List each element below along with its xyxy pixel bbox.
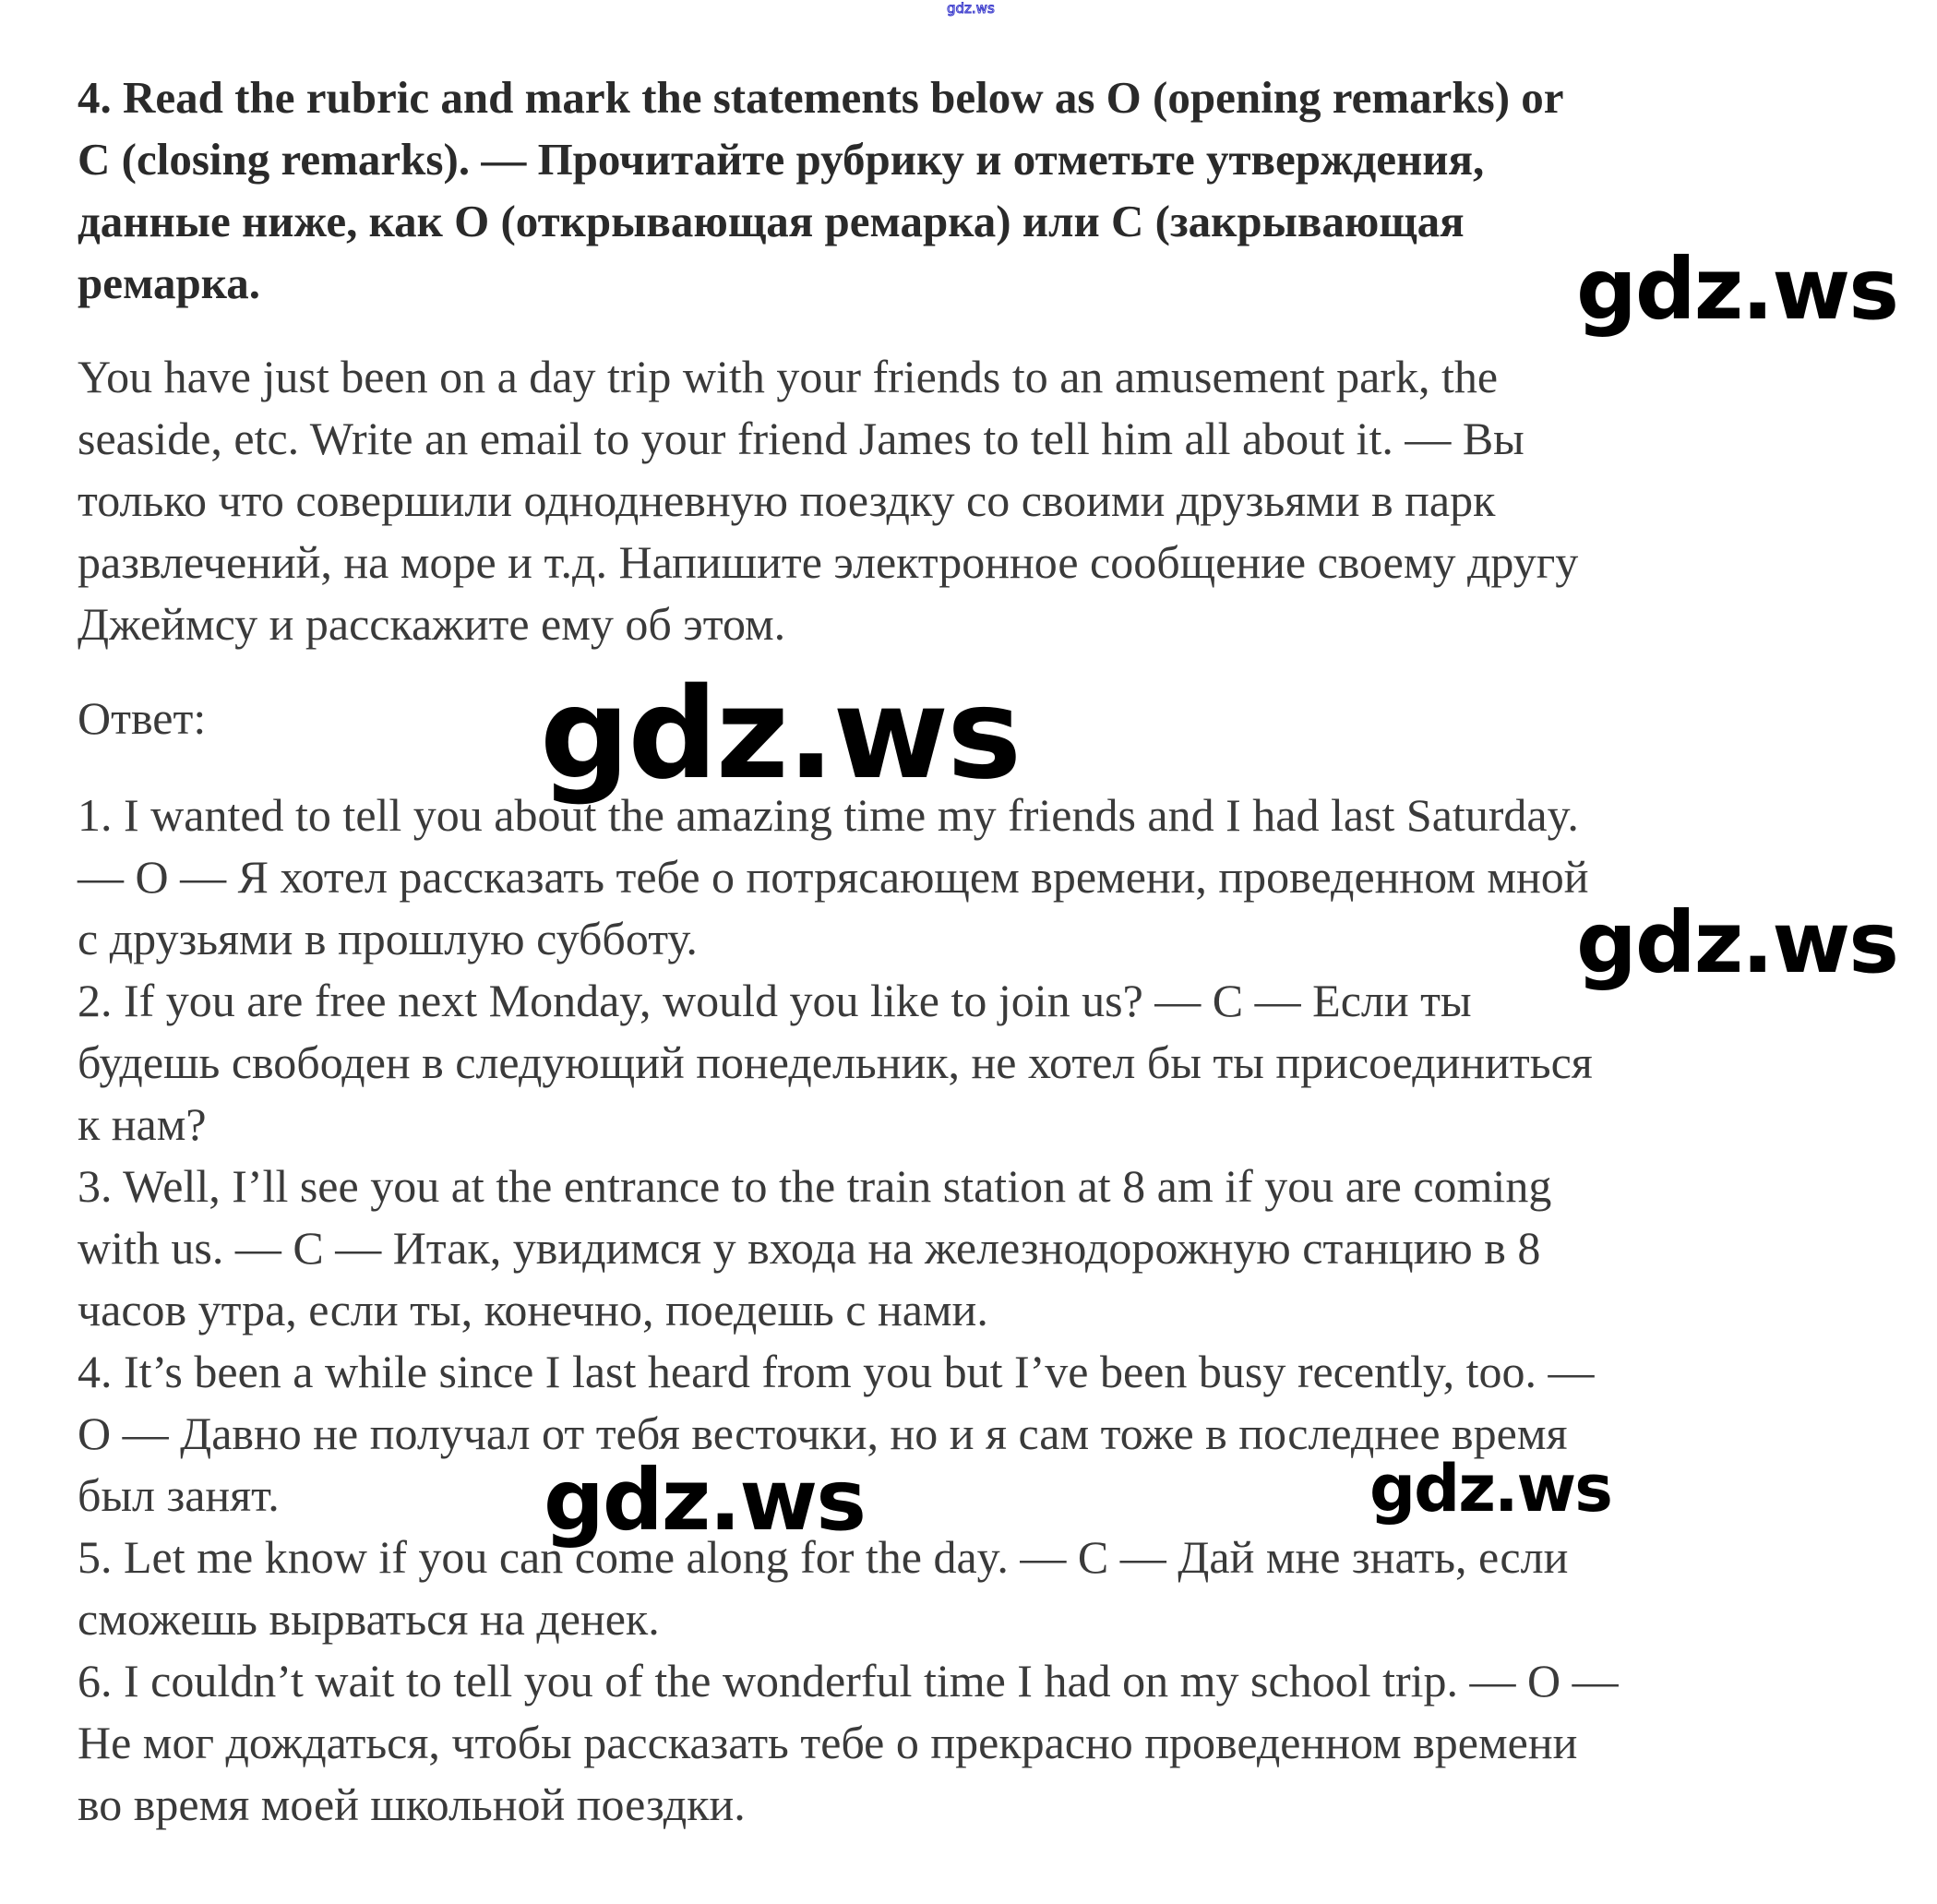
task-line: You have just been on a day trip with your friends to an amusement park, the <box>78 351 1499 402</box>
heading-line: C (closing remarks). — Прочитайте рубрику и отметьте утверждения, <box>78 134 1485 185</box>
watermark: gdz.ws <box>544 1451 865 1550</box>
task-line: Джеймсу и расскажите ему об этом. <box>78 598 786 650</box>
watermark: gdz.ws <box>1369 1451 1611 1527</box>
answer-line: будешь свободен в следующий понедельник, не хотел бы ты присоединиться <box>78 1036 1593 1088</box>
watermark: gdz.ws <box>1576 893 1897 992</box>
answer-line: Не мог дождаться, чтобы рассказать тебе о прекрасно проведенном времени <box>78 1717 1578 1768</box>
heading-line: 4. Read the rubric and mark the statements below as O (opening remarks) or <box>78 72 1564 123</box>
answer-line: сможешь вырваться на денек. <box>78 1593 660 1645</box>
answer-line: был занят. <box>78 1469 280 1521</box>
answer-line: с друзьями в прошлую субботу. <box>78 913 698 964</box>
answer-line: 5. Let me know if you can come along for the day. — C — Дай мне знать, если <box>78 1531 1569 1583</box>
answer-line: 1. I wanted to tell you about the amazing time my friends and I had last Saturday. <box>78 789 1579 841</box>
watermark: gdz.ws <box>540 662 1021 808</box>
answer-line: O — Давно не получал от тебя весточки, но и я сам тоже в последнее время <box>78 1407 1568 1459</box>
answer-line: 4. It’s been a while since I last heard from you but I’ve been busy recently, too. — <box>78 1346 1595 1397</box>
heading-line: данные ниже, как O (открывающая ремарка) или C (закрывающая <box>78 196 1465 246</box>
watermark: gdz.ws <box>1576 240 1897 339</box>
answer-line: 2. If you are free next Monday, would you like to join us? — C — Если ты <box>78 975 1472 1026</box>
watermark-top: gdz.ws <box>947 0 995 17</box>
answer-line: — O — Я хотел рассказать тебе о потрясающем времени, проведенном мной <box>78 851 1589 903</box>
answer-label-text: Ответ: <box>78 692 207 744</box>
answer-line: with us. — C — Итак, увидимся у входа на железнодорожную станцию в 8 <box>78 1222 1541 1274</box>
task-line: seaside, etc. Write an email to your friend James to tell him all about it. — Вы <box>78 413 1524 464</box>
task-description <box>78 346 1914 655</box>
task-line: только что совершили однодневную поездку со своими друзьями в парк <box>78 474 1496 526</box>
answer-line: во время моей школьной поездки. <box>78 1778 746 1830</box>
answer-line: к нам? <box>78 1098 207 1150</box>
answer-line: 3. Well, I’ll see you at the entrance to the train station at 8 am if you are coming <box>78 1160 1552 1212</box>
heading-line: ремарка. <box>78 257 261 308</box>
task-line: развлечений, на море и т.д. Напишите электронное сообщение своему другу <box>78 536 1579 588</box>
answer-line: часов утра, если ты, конечно, поедешь с нами. <box>78 1284 988 1335</box>
answer-line: 6. I couldn’t wait to tell you of the wonderful time I had on my school trip. — O — <box>78 1655 1619 1706</box>
